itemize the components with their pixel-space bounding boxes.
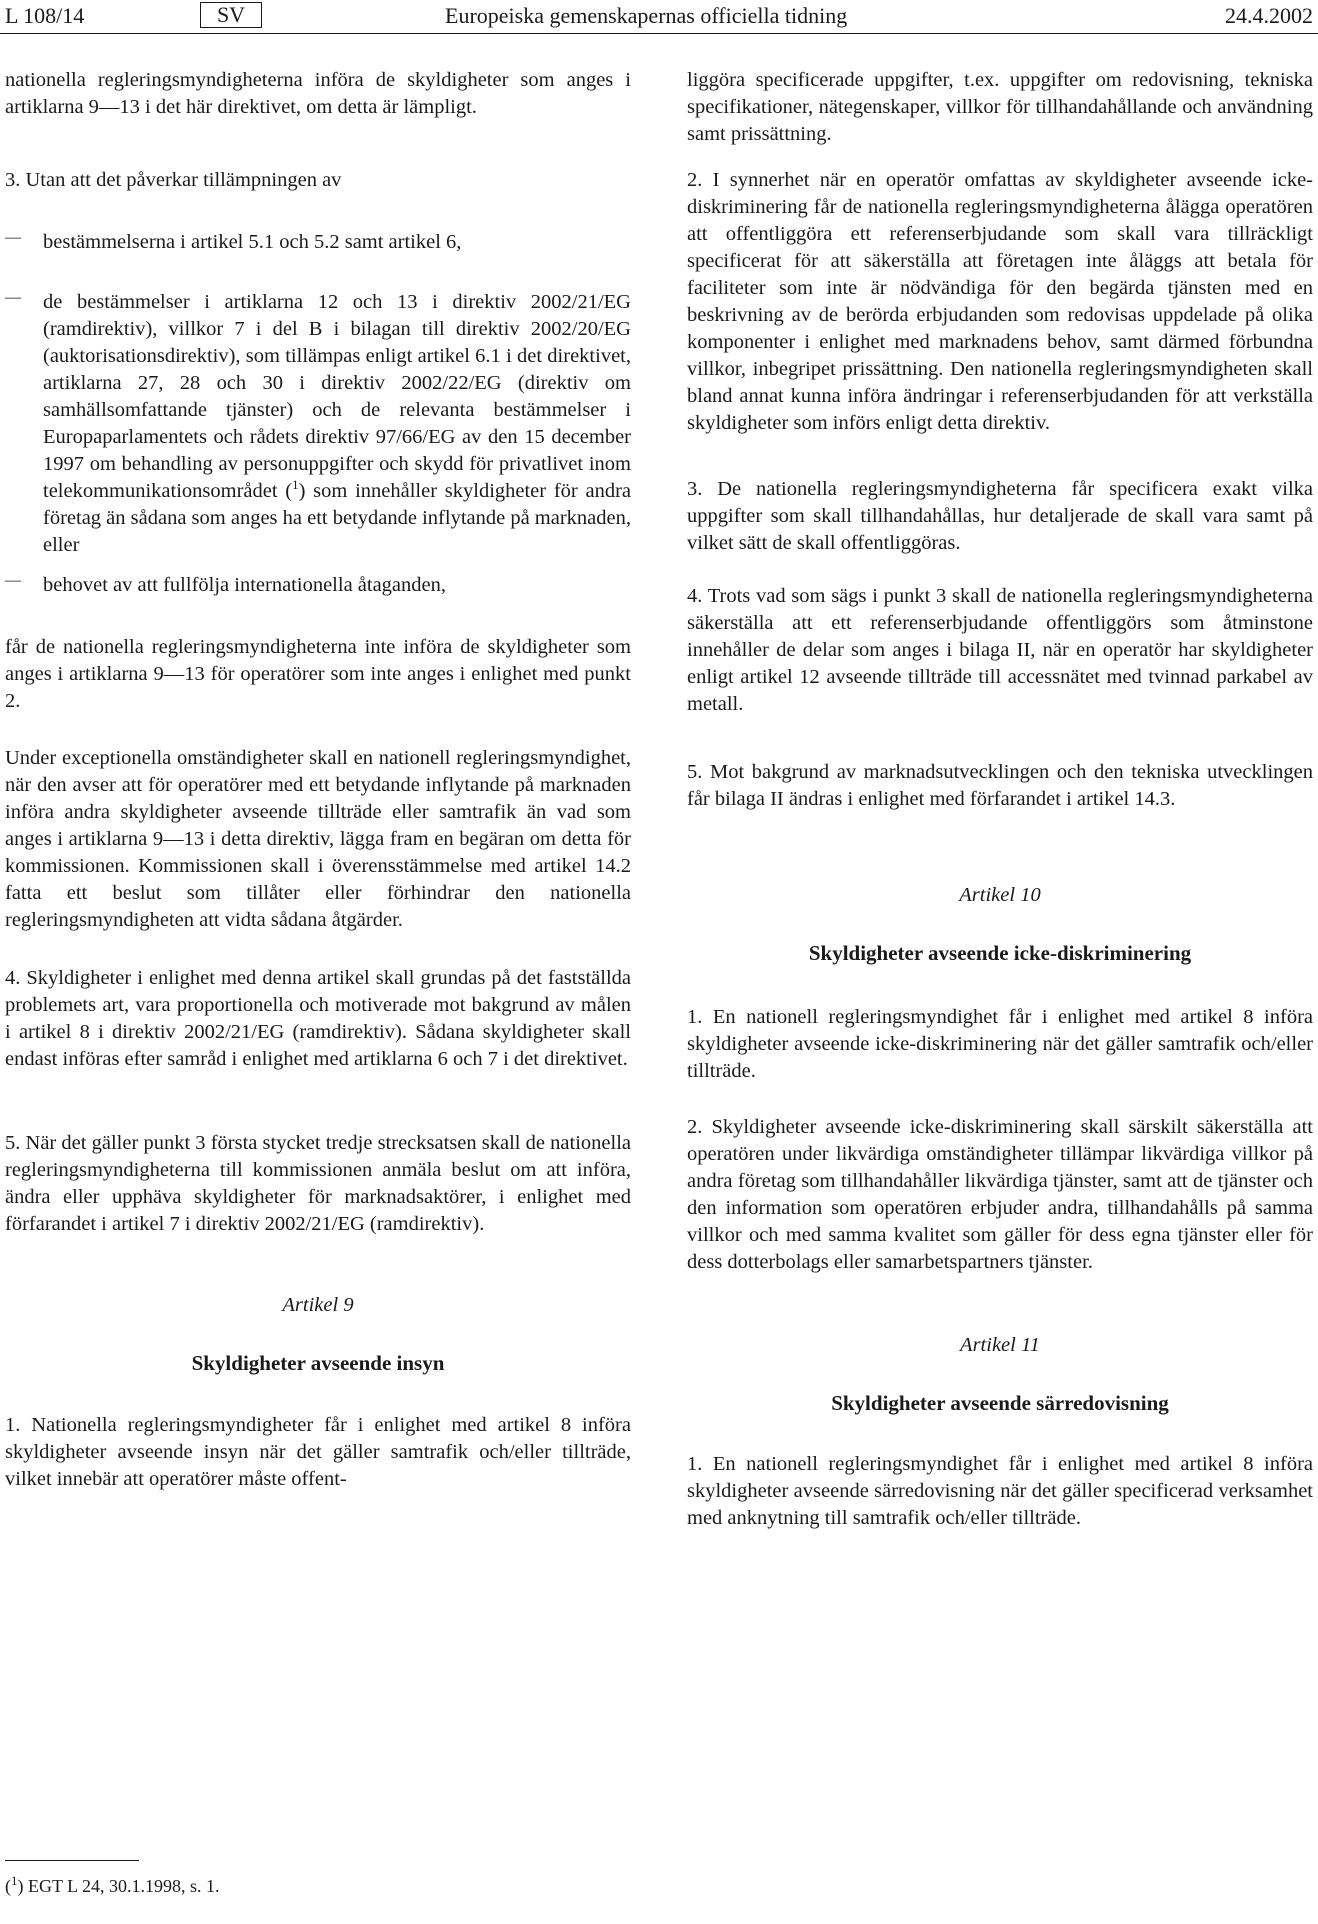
paragraph-5: 5. När det gäller punkt 3 första stycket tredje strecksatsen skall de nationella regleringsmyndigheterna till kommissionen anmäla beslut om att införa, ändra eller upphäva skyldigheter för marknadsaktörer, i enlighet med förfarandet i artikel 7 i direktiv 2002/21/EG (ramdirektiv). (5, 1132, 631, 1235)
article-9-paragraph-1: 1. Nationella regleringsmyndigheter får i enlighet med artikel 8 införa skyldigheter avseende insyn när det gäller samtrafik och/eller tillträde, vilket innebär att operatörer måste offent- (5, 1414, 631, 1490)
article-11-number: Artikel 11 (960, 1334, 1040, 1356)
paragraph-far: får de nationella regleringsmyndigheterna inte införa de skyldigheter som anges i artiklarna 9—13 för operatörer som inte anges i enlighet med punkt 2. (5, 636, 631, 712)
dash-item-2-text (43, 289, 631, 559)
paragraph-continued: liggöra specificerade uppgifter, t.ex. uppgifter om redovisning, tekniska specifikationer, nätegenskaper, villkor för tillhandahållande och användning samt prissättning. (687, 69, 1313, 145)
dash-marker: — (5, 229, 21, 246)
dash-item-3 (5, 572, 631, 599)
paragraph-4: 4. Skyldigheter i enlighet med denna artikel skall grundas på det fastställda problemets art, vara proportionella och motiverade mot bakgrund av målen i artikel 8 i direktiv 2002/21/EG (ramdirektiv). Sådana skyldigheter skall endast införas efter samråd i enlighet med artiklarna 6 och 7 i det direktivet. (5, 967, 631, 1070)
dash-item-1-text: bestämmelserna i artikel 5.1 och 5.2 samt artikel 6, (43, 231, 462, 253)
footnote-mark: 1 (11, 1873, 18, 1888)
paragraph-under: Under exceptionella omständigheter skall en nationell regleringsmyndighet, när den avser att för operatörer med ett betydande inflytande på marknaden införa andra skyldigheter avseende tillträde eller samtrafik än vad som anges i artiklarna 9—13 i detta direktiv, lägga fram en begäran om detta för kommissionen. Kommissionen skall i överensstämmelse med artikel 14.2 fatta ett beslut som tillåter eller förhindrar den nationella regleringsmyndigheten att vidta sådana åtgärder. (5, 747, 631, 931)
paragraph-3: 3. Utan att det påverkar tillämpningen av (5, 169, 342, 191)
footnote (5, 1874, 220, 1898)
article-10-number: Artikel 10 (959, 884, 1041, 906)
footnote-rule (5, 1860, 139, 1861)
article-11-paragraph-1: 1. En nationell regleringsmyndighet får i enlighet med artikel 8 införa skyldigheter avseende särredovisning när det gäller specificerad verksamhet med anknytning till samtrafik och/eller tillträde. (687, 1453, 1313, 1529)
footnote-open-paren: ( (5, 1876, 11, 1896)
footnote-reference: 1 (292, 477, 299, 493)
article-9-number: Artikel 9 (282, 1294, 354, 1316)
paragraph-intro-continued: nationella regleringsmyndigheterna införa de skyldigheter som anges i artiklarna 9—13 i det här direktivet, om detta är lämpligt. (5, 69, 631, 118)
dash-item-3-text: behovet av att fullfölja internationella åtaganden, (43, 574, 447, 596)
publication-date: 24.4.2002 (1225, 3, 1313, 28)
journal-title: Europeiska gemenskapernas officiella tidning (445, 3, 848, 28)
dash-item-2 (5, 289, 631, 559)
dash-marker: — (5, 289, 21, 306)
article-11-title: Skyldigheter avseende särredovisning (831, 1391, 1169, 1415)
paragraph-5: 5. Mot bakgrund av marknadsutvecklingen och den tekniska utvecklingen får bilaga II ändras i enlighet med förfarandet i artikel 14.3. (687, 761, 1313, 810)
article-10-paragraph-1: 1. En nationell regleringsmyndighet får i enlighet med artikel 8 införa skyldigheter avseende icke-diskriminering när det gäller samtrafik och/eller tillträde. (687, 1006, 1313, 1082)
paragraph-2: 2. I synnerhet när en operatör omfattas av skyldigheter avseende icke-diskriminering får de nationella regleringsmyndigheterna ålägga operatören att offentliggöra ett referenserbjudande som skall vara tillräckligt specificerat för att säkerställa att företagen inte åläggs att betala för faciliteter som inte är nödvändiga för den begärda tjänsten med en beskrivning av de berörda erbjudanden som redovisas uppdelade på olika komponenter i enlighet med marknadens behov, samt därmed förbundna villkor, inbegripet prissättning. Den nationella regleringsmyndigheten skall bland annat kunna införa ändringar i referenserbjudanden för att verkställa skyldigheter som införs enligt detta direktiv. (687, 169, 1313, 434)
dash-item-2-text-a: de bestämmelser i artiklarna 12 och 13 i direktiv 2002/21/EG (ramdirektiv), villkor 7 i del B i bilagan till direktiv 2002/20/EG (auktorisationsdirektiv), som tillämpas enligt artikel 6.1 i det direktivet, artiklarna 27, 28 och 30 i direktiv 2002/22/EG (direktiv om samhällsomfattande tjänster) och de relevanta bestämmelser i Europaparlamentets och rådets direktiv 97/66/EG av den 15 december 1997 om behandling av personuppgifter och skydd för privatlivet inom telekommunikationsområdet ( (43, 291, 631, 502)
article-9-title: Skyldigheter avseende insyn (191, 1351, 445, 1375)
language-badge: SV (200, 2, 262, 28)
paragraph-3: 3. De nationella regleringsmyndigheterna får specificera exakt vilka uppgifter som skall tillhandahållas, hur detaljerade de skall vara samt på vilket sätt de skall offentliggöras. (687, 478, 1313, 554)
dash-item-2-text-b: ) som innehåller skyldigheter för andra företag än sådana som anges ha ett betydande inflytande på marknaden, eller (43, 480, 632, 556)
paragraph-4: 4. Trots vad som sägs i punkt 3 skall de nationella regleringsmyndigheterna säkerställa att ett referenserbjudande offentliggörs som åtminstone innehåller de delar som anges i bilaga II, när en operatör har skyldigheter enligt artikel 12 avseende tillträde till accessnätet med tvinnad parkabel av metall. (687, 585, 1313, 715)
page-number: L 108/14 (5, 3, 85, 28)
dash-item-1 (5, 229, 631, 256)
header-rule (0, 33, 1318, 34)
page-header (0, 0, 1318, 36)
dash-marker: — (5, 572, 21, 589)
article-10-paragraph-2: 2. Skyldigheter avseende icke-diskriminering skall särskilt säkerställa att operatören under likvärdiga omständigheter tillämpar likvärdiga villkor på andra företag som tillhandahåller likvärdiga tjänster, samt att de tjänster och den information som operatören erbjuder andra, tillhandahålls på samma villkor och med samma kvalitet som gäller för dess egna tjänster eller för dess dotterbolags eller samarbetspartners tjänster. (687, 1116, 1313, 1273)
footnote-text: ) EGT L 24, 30.1.1998, s. 1. (17, 1876, 220, 1896)
article-10-title: Skyldigheter avseende icke-diskriminering (808, 941, 1192, 965)
